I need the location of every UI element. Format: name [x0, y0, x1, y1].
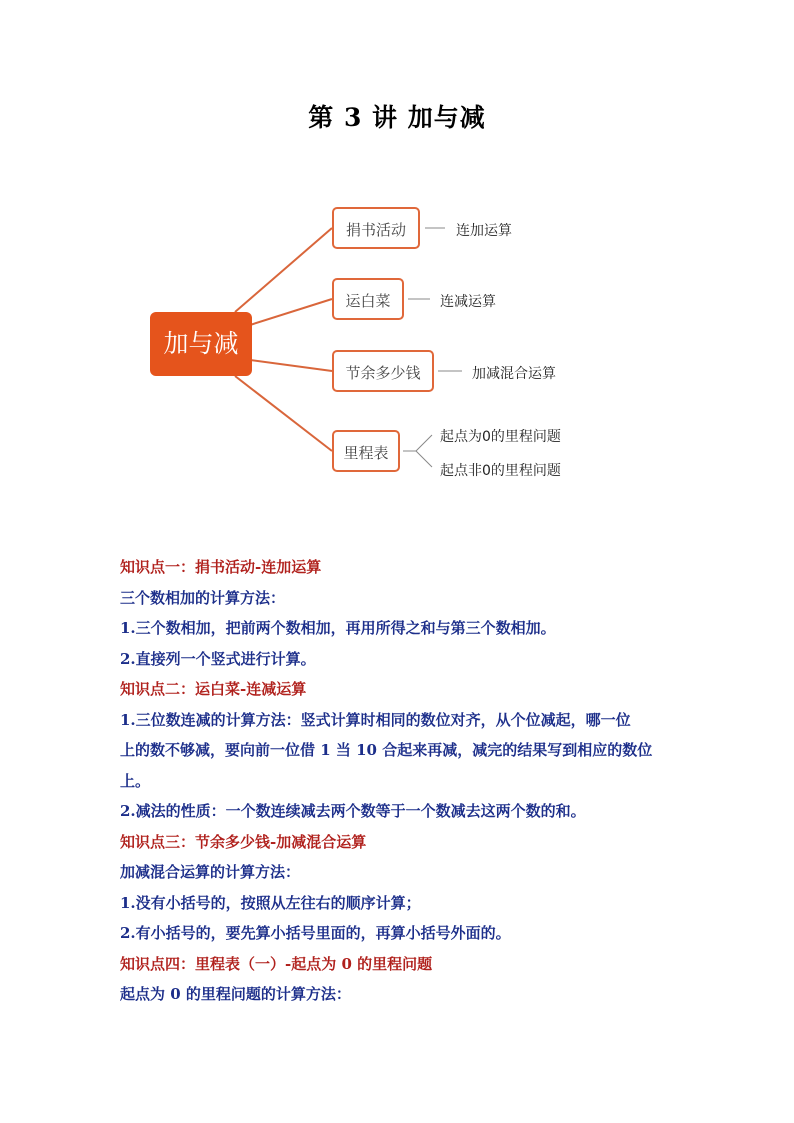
connector-root-branch-1 [235, 228, 332, 312]
body-line: 上的数不够减，要向前一位借 1 当 10 合起来再减，减完的结果写到相应的数位 [120, 741, 653, 759]
leaf-mileage-start-nonzero: 起点非0的里程问题 [440, 463, 561, 479]
body-line: 2.减法的性质：一个数连续减去两个数等于一个数减去这两个数的和。 [120, 802, 586, 820]
leaf-mileage-start-zero: 起点为0的里程问题 [440, 429, 561, 445]
leaf-consecutive-addition: 连加运算 [456, 223, 512, 239]
body-line: 1.没有小括号的，按照从左往右的顺序计算； [120, 893, 421, 912]
connector-branch-4-leaf-2 [416, 451, 432, 467]
body-line: 2.直接列一个竖式进行计算。 [120, 649, 316, 668]
section-heading: 知识点二：运白菜-连减运算 [120, 680, 307, 698]
mind-map-root: 加与减 [150, 312, 252, 376]
body-line: 上。 [120, 771, 151, 790]
body-line: 1.三个数相加，把前两个数相加，再用所得之和与第三个数相加。 [120, 619, 556, 637]
mind-map [140, 195, 610, 495]
body-line: 2.有小括号的，要先算小括号里面的，再算小括号外面的。 [120, 924, 511, 942]
connector-root-branch-3 [250, 360, 332, 371]
section-heading: 知识点三：节余多少钱-加减混合运算 [120, 832, 367, 851]
body-line: 三个数相加的计算方法： [120, 588, 286, 607]
branch-node-odometer: 里程表 [332, 430, 400, 472]
leaf-mixed-operations: 加减混合运算 [472, 366, 556, 382]
section-heading: 知识点四：里程表（一）-起点为 0 的里程问题 [120, 954, 433, 973]
connector-branch-4-leaf-1 [403, 435, 432, 451]
connector-root-branch-4 [235, 376, 332, 451]
leaf-consecutive-subtraction: 连减运算 [440, 294, 496, 310]
branch-node-book-donation: 捐书活动 [332, 207, 420, 249]
connector-root-branch-2 [250, 299, 332, 325]
branch-node-savings: 节余多少钱 [332, 350, 434, 392]
body-line: 起点为 0 的里程问题的计算方法： [120, 985, 351, 1003]
section-heading: 知识点一：捐书活动-连加运算 [120, 558, 322, 576]
knowledge-points [120, 552, 680, 1010]
body-line: 1.三位数连减的计算方法：竖式计算时相同的数位对齐，从个位减起，哪一位 [120, 710, 631, 729]
branch-node-cabbage: 运白菜 [332, 278, 404, 320]
page-title: 第 3 讲 加与减 [308, 103, 486, 132]
body-line: 加减混合运算的计算方法： [120, 863, 301, 881]
